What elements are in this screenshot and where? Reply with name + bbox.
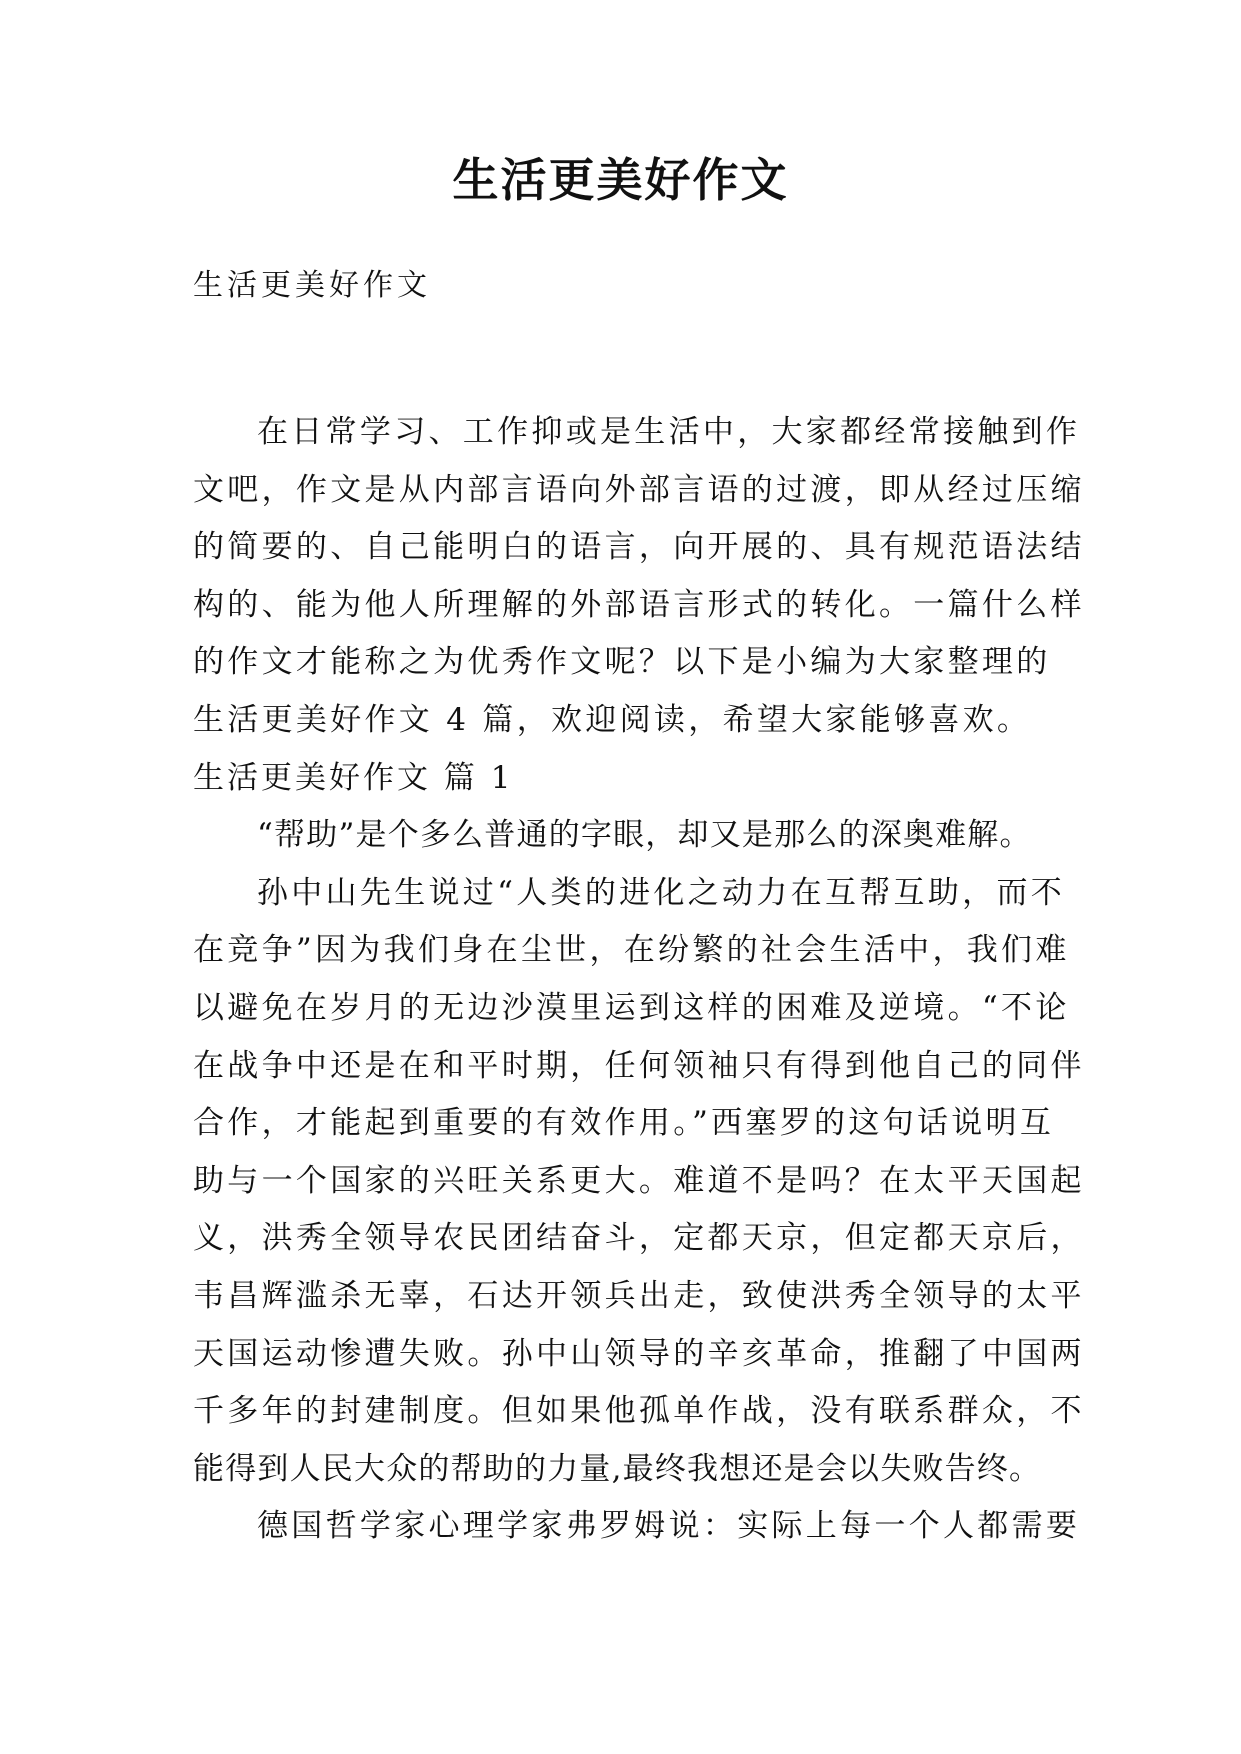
document-body — [193, 404, 1085, 1556]
text-line: 的作文才能称之为优秀作文呢？以下是小编为大家整理的 — [193, 644, 1051, 681]
text-line: 的简要的、自己能明白的语言，向开展的、具有规范语法结 — [193, 529, 1085, 566]
text-line: 文吧，作文是从内部言语向外部言语的过渡，即从经过压缩 — [193, 471, 1085, 508]
text-line: 以避免在岁月的无边沙漠里运到这样的困难及逆境。“不论 — [193, 989, 1070, 1026]
document-title: 生活更美好作文 — [452, 153, 789, 207]
text-line: 千多年的封建制度。但如果他孤单作战，没有联系群众，不 — [193, 1393, 1085, 1430]
text-line: 德国哲学家心理学家弗罗姆说：实际上每一个人都需要 — [257, 1508, 1081, 1545]
text-line: 助与一个国家的兴旺关系更大。难道不是吗？在太平天国起 — [193, 1162, 1085, 1199]
text-line: 生活更美好作文 4 篇，欢迎阅读，希望大家能够喜欢。 — [193, 701, 1032, 738]
text-line: 在竞争”因为我们身在尘世，在纷繁的社会生活中，我们难 — [193, 932, 1070, 969]
section-heading: 生活更美好作文 篇 1 — [193, 759, 514, 796]
text-line: 合作，才能起到重要的有效作用。”西塞罗的这句话说明互 — [193, 1105, 1055, 1142]
text-line: 在日常学习、工作抑或是生活中，大家都经常接触到作 — [257, 414, 1081, 450]
text-line: 能得到人民大众的帮助的力量,最终我想还是会以失败告终。 — [193, 1450, 1042, 1487]
text-line: 构的、能为他人所理解的外部语言形式的转化。一篇什么样 — [193, 586, 1085, 623]
document-subtitle: 生活更美好作文 — [193, 268, 431, 303]
text-line: 在战争中还是在和平时期，任何领袖只有得到他自己的同伴 — [193, 1047, 1085, 1084]
text-line: 天国运动惨遭失败。孙中山领导的辛亥革命，推翻了中国两 — [193, 1335, 1085, 1372]
text-line: 韦昌辉滥杀无辜，石达开领兵出走，致使洪秀全领导的太平 — [193, 1277, 1085, 1314]
text-line: 孙中山先生说过“人类的进化之动力在互帮互助，而不 — [257, 874, 1066, 911]
text-line: “帮助”是个多么普通的字眼，却又是那么的深奥难解。 — [257, 817, 1032, 854]
text-line: 义，洪秀全领导农民团结奋斗，定都天京，但定都天京后， — [193, 1220, 1085, 1257]
